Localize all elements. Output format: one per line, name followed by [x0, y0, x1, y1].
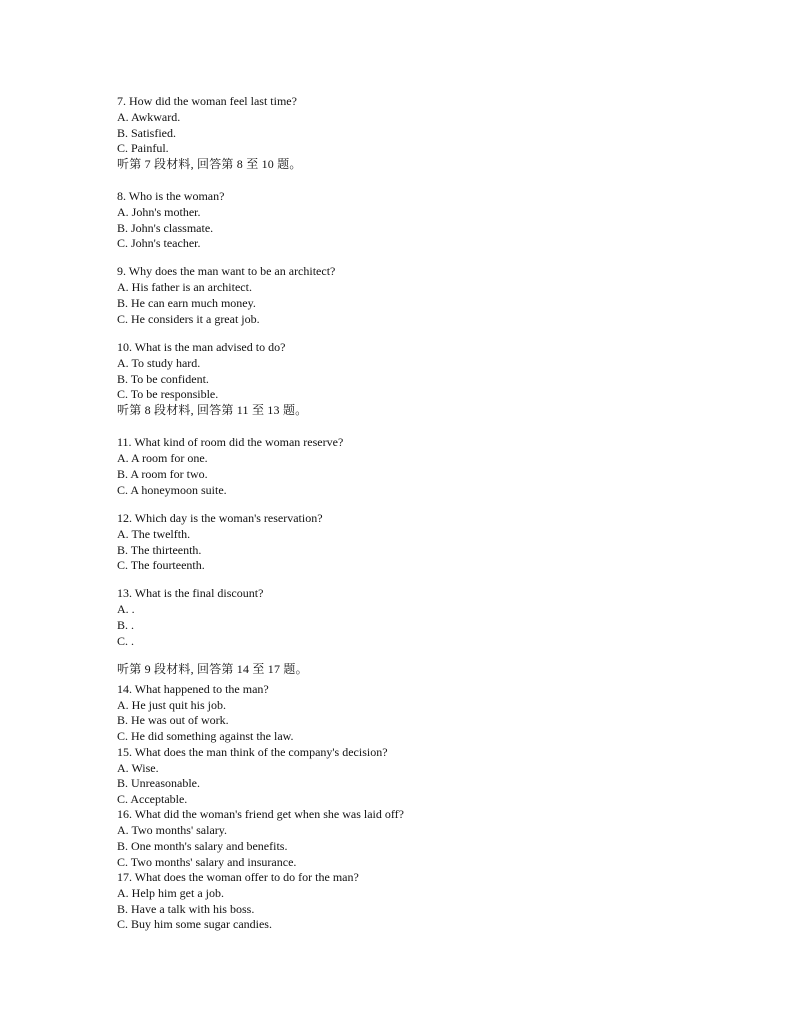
question-13: 13. What is the final discount?	[117, 586, 264, 600]
option-14c: C. He did something against the law.	[117, 729, 294, 743]
option-9a: A. His father is an architect.	[117, 280, 252, 294]
question-11: 11. What kind of room did the woman reserve?	[117, 435, 344, 449]
option-13a: A. .	[117, 602, 135, 616]
question-12: 12. Which day is the woman's reservation?	[117, 511, 323, 525]
option-8a: A. John's mother.	[117, 205, 201, 219]
question-9: 9. Why does the man want to be an architect?	[117, 264, 336, 278]
option-16c: C. Two months' salary and insurance.	[117, 855, 297, 869]
option-10c: C. To be responsible.	[117, 387, 219, 401]
section-heading-7: 听第 7 段材料, 回答第 8 至 10 题。	[117, 157, 302, 171]
question-10: 10. What is the man advised to do?	[117, 340, 286, 354]
question-7: 7. How did the woman feel last time?	[117, 94, 297, 108]
option-10a: A. To study hard.	[117, 356, 201, 370]
option-16b: B. One month's salary and benefits.	[117, 839, 288, 853]
option-7b: B. Satisfied.	[117, 126, 176, 140]
option-12b: B. The thirteenth.	[117, 543, 202, 557]
question-15: 15. What does the man think of the company's decision?	[117, 745, 388, 759]
option-11b: B. A room for two.	[117, 467, 208, 481]
option-7a: A. Awkward.	[117, 110, 181, 124]
option-15c: C. Acceptable.	[117, 792, 188, 806]
option-15b: B. Unreasonable.	[117, 776, 200, 790]
section-heading-9: 听第 9 段材料, 回答第 14 至 17 题。	[117, 662, 308, 676]
option-17c: C. Buy him some sugar candies.	[117, 917, 272, 931]
option-9c: C. He considers it a great job.	[117, 312, 260, 326]
question-14: 14. What happened to the man?	[117, 682, 269, 696]
question-16: 16. What did the woman's friend get when she was laid off?	[117, 807, 404, 821]
option-16a: A. Two months' salary.	[117, 823, 227, 837]
option-10b: B. To be confident.	[117, 372, 209, 386]
option-11a: A. A room for one.	[117, 451, 208, 465]
option-13c: C. .	[117, 634, 135, 648]
option-9b: B. He can earn much money.	[117, 296, 256, 310]
option-7c: C. Painful.	[117, 141, 169, 155]
option-8b: B. John's classmate.	[117, 221, 214, 235]
option-14a: A. He just quit his job.	[117, 698, 227, 712]
question-17: 17. What does the woman offer to do for the man?	[117, 870, 359, 884]
option-17b: B. Have a talk with his boss.	[117, 902, 255, 916]
option-12a: A. The twelfth.	[117, 527, 191, 541]
option-13b: B. .	[117, 618, 135, 632]
option-11c: C. A honeymoon suite.	[117, 483, 227, 497]
option-14b: B. He was out of work.	[117, 713, 229, 727]
option-12c: C. The fourteenth.	[117, 558, 205, 572]
option-17a: A. Help him get a job.	[117, 886, 224, 900]
option-8c: C. John's teacher.	[117, 236, 201, 250]
question-8: 8. Who is the woman?	[117, 189, 225, 203]
option-15a: A. Wise.	[117, 761, 159, 775]
section-heading-8: 听第 8 段材料, 回答第 11 至 13 题。	[117, 403, 308, 417]
